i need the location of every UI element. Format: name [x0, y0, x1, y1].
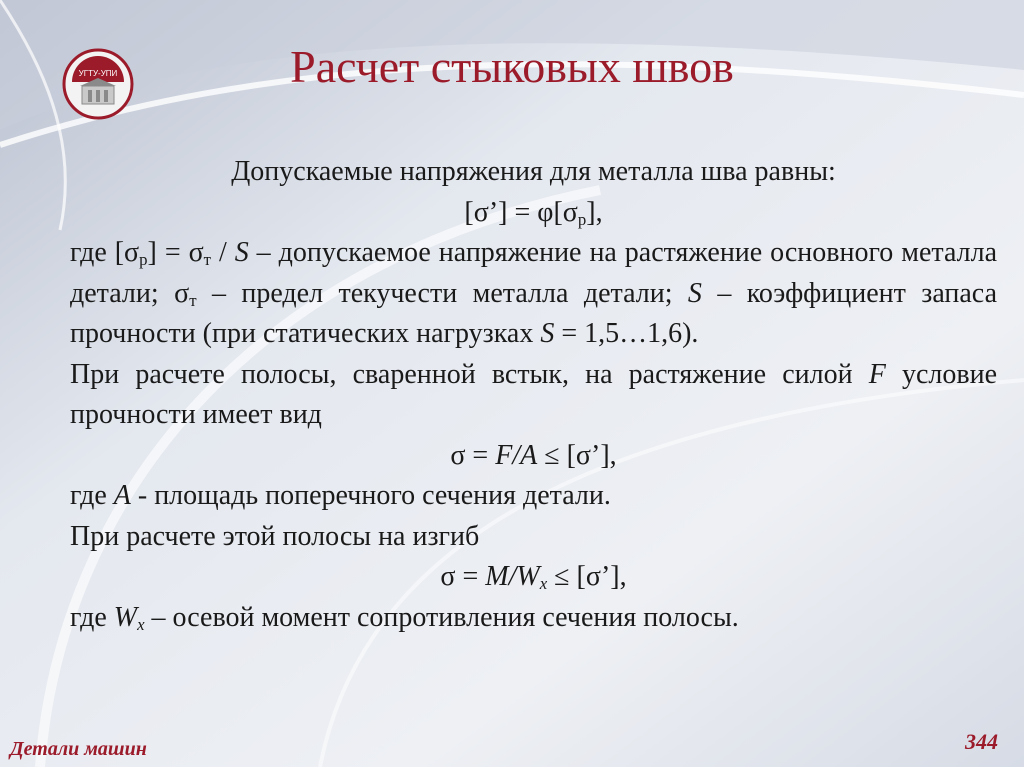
logo-text: УГТУ-УПИ [78, 69, 118, 78]
footer-course-name: Детали машин [10, 738, 147, 760]
bending-intro [70, 517, 997, 558]
slide-title: Расчет стыковых швов [290, 41, 734, 92]
p3-text-b: условие прочности имеет вид [70, 358, 997, 430]
formula-allowable-stress [70, 193, 997, 234]
p2-symbol-s3: S [540, 318, 555, 349]
p4-symbol-a: A [113, 480, 131, 511]
p2-sub-t: т [203, 250, 212, 270]
p2-text-g: = 1,5…1,6). [554, 318, 699, 349]
p2-text-e: – предел текучести металла детали; [196, 277, 688, 309]
f3-symbol-mw: M/W [485, 561, 540, 592]
f2-text-a: σ = [450, 439, 496, 471]
p2-text-b: ] = σ [147, 237, 204, 268]
f3-subscript-x: x [539, 574, 548, 594]
intro-text: Допускаемые напряжения для металла шва равны: [231, 156, 836, 187]
p2-symbol-s: S [234, 237, 249, 268]
p3-text-a: При расчете полосы, сваренной встык, на растяжение силой [70, 358, 869, 390]
p6-text-a: где [70, 601, 114, 633]
formula-tension [70, 436, 997, 477]
intro-line [70, 152, 997, 193]
p6-symbol-w: W [113, 601, 138, 633]
p2-text-a: где [σ [70, 237, 140, 268]
area-definition [70, 476, 997, 517]
p2-sub-p: р [139, 250, 148, 270]
formula-bending [70, 557, 997, 598]
p4-text-b: - площадь поперечного сечения детали. [130, 480, 611, 511]
p6-text-b: – осевой момент сопротивления сечения полосы. [144, 601, 739, 633]
p4-text-a: где [70, 480, 114, 511]
slide-content [70, 152, 997, 638]
f3-text-a: σ = [440, 561, 486, 592]
p2-text-f: – коэффициент запаса прочности (при статических нагрузках [70, 277, 997, 349]
p2-text-c: / [211, 237, 235, 268]
p3-symbol-f: F [868, 358, 886, 390]
formula1-end: ], [586, 196, 603, 228]
page-number: 344 [965, 729, 998, 754]
formula1-text: [σ’] = φ[σ [464, 196, 578, 228]
p2-symbol-s2: S [687, 277, 702, 309]
p2-text-d: – допускаемое напряжение на растяжение основного металла детали; σ [70, 237, 998, 309]
definition-paragraph [70, 233, 997, 355]
p6-subscript-x: x [137, 614, 145, 634]
p2-sub-t2: т [189, 290, 197, 310]
f3-text-b: ≤ [σ’], [547, 561, 627, 592]
f2-text-b: ≤ [σ’], [537, 439, 617, 471]
p5-text: При расчете этой полосы на изгиб [70, 520, 480, 552]
formula1-subscript: р [577, 209, 587, 229]
f2-symbol-fa: F/A [495, 439, 538, 471]
moment-definition [70, 598, 997, 639]
tension-paragraph [70, 355, 997, 436]
